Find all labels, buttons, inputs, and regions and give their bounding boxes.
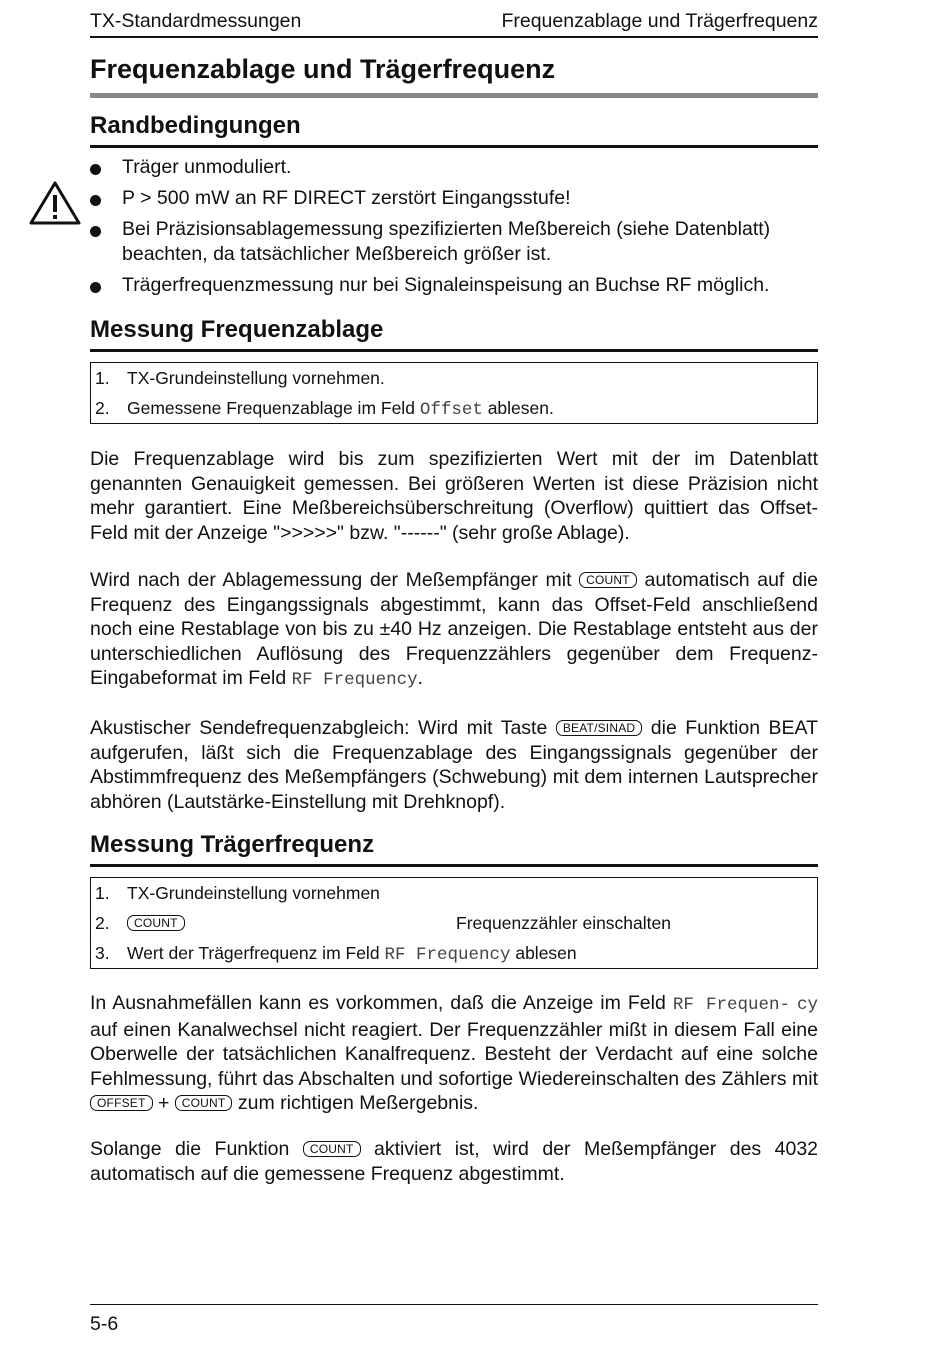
step-row: 2. Gemessene Frequenzablage im Feld Offset ablesen.: [95, 398, 554, 420]
header-topic: Frequenzablage und Trägerfrequenz: [501, 10, 818, 32]
footer-rule: [90, 1304, 818, 1305]
paragraph-beat: Akustischer Sendefrequenzabgleich: Wird mit Taste BEAT/SINAD die Funktion BEAT aufgerufen, läßt sich die Frequenzablage des Eingangssignals gegenüber der Abstimmfrequenz des Meßempfängers (Schwebung) mit dem internen Lautsprecher abhören (Lautstärke-Einstellung mit Drehknopf).: [90, 717, 819, 813]
paragraph-restablage: Wird nach der Ablagemessung der Meßempfänger mit COUNT automatisch auf die Frequenz des Eingangssignals abgestimmt, kann das Offset-Feld anschließend noch eine Restablage von bis zu ±40 Hz anzeigen. Die Restablage entsteht aus der unterschiedlichen Auflösung des Frequenzzählers gegenüber dem Frequenz-Eingabeformat im Feld RF Frequency.: [90, 569, 818, 690]
section-title-frequenzablage: Messung Frequenzablage: [90, 316, 818, 352]
field-name-rf-frequency: RF Frequency: [291, 670, 418, 690]
step-row: 1. TX-Grundeinstellung vornehmen.: [95, 368, 385, 388]
list-item: Trägerfrequenzmessung nur bei Signaleinspeisung an Buchse RF möglich.: [90, 273, 818, 298]
header-chapter: TX-Standardmessungen: [90, 10, 302, 32]
list-item: Bei Präzisionsablagemessung spezifizierten Meßbereich (siehe Datenblatt) beachten, da tatsächlicher Meßbereich größer ist.: [90, 217, 818, 267]
running-header: [90, 10, 818, 38]
key-count: COUNT: [303, 1141, 361, 1157]
list-item: Träger unmoduliert.: [90, 155, 818, 180]
bullet-icon: [90, 226, 101, 237]
section-title-randbedingungen: Randbedingungen: [90, 112, 818, 148]
field-name-rf-frequency: RF Frequency: [384, 945, 511, 965]
field-name-offset: Offset: [419, 400, 483, 420]
page-title: Frequenzablage und Trägerfrequenz: [90, 54, 818, 98]
key-offset: OFFSET: [90, 1095, 153, 1111]
conditions-list: [90, 155, 818, 304]
bullet-icon: [90, 164, 101, 175]
list-item: P > 500 mW an RF DIRECT zerstört Eingangsstufe!: [90, 186, 818, 211]
page-number: 5-6: [90, 1313, 119, 1335]
field-name-rf-frequency-cont: cy: [796, 995, 818, 1015]
steps-box-frequenzablage: [90, 362, 818, 424]
step-row: 3. Wert der Trägerfrequenz im Feld RF Frequency ablesen: [95, 943, 577, 965]
bullet-icon: [90, 195, 101, 206]
paragraph-count-aktiv: Solange die Funktion COUNT aktiviert ist, wird der Meßempfänger des 4032 automatisch auf die gemessene Frequenz abgestimmt.: [90, 1138, 819, 1185]
bullet-icon: [90, 282, 101, 293]
paragraph-overflow: Die Frequenzablage wird bis zum spezifizierten Wert mit der im Datenblatt genannten Genauigkeit gemessen. Bei größeren Werten ist diese Präzision nicht mehr garantiert. Eine Meßbereichsüberschreitung (Overflow) quittiert das Offset-Feld mit der Anzeige ">>>>>" bzw. "------" (sehr große Ablage).: [90, 448, 818, 544]
step-row: 2. COUNT Frequenzzähler einschalten: [95, 913, 671, 933]
key-count: COUNT: [127, 915, 185, 931]
section-title-traegerfrequenz: Messung Trägerfrequenz: [90, 831, 818, 867]
steps-box-traegerfrequenz: [90, 877, 818, 969]
paragraph-ausnahme: In Ausnahmefällen kann es vorkommen, daß die Anzeige im Feld RF Frequen- cy auf einen Kanalwechsel nicht reagiert. Der Frequenzzähler mißt in diesem Fall eine Oberwelle der tatsächlichen Kanalfrequenz. Besteht der Verdacht auf eine solche Fehlmessung, führt das Abschalten und sofortige Wiedereinschalten des Zählers mit OFFSET + COUNT zum richtigen Meßergebnis.: [90, 992, 818, 1114]
step-row: 1. TX-Grundeinstellung vornehmen: [95, 883, 380, 903]
key-beat-sinad: BEAT/SINAD: [556, 720, 642, 736]
warning-triangle-icon: [28, 180, 82, 226]
key-count: COUNT: [579, 572, 637, 588]
key-count: COUNT: [175, 1095, 233, 1111]
field-name-rf-frequency: RF Frequen-: [672, 995, 790, 1015]
